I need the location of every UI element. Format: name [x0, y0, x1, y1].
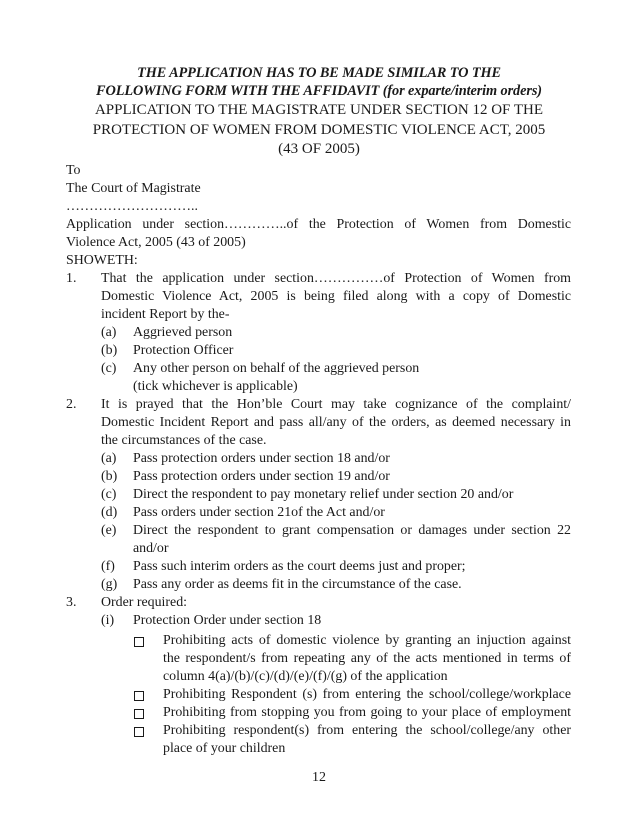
check-option-line: Prohibiting acts of domestic violence by granting an injuction against — [163, 633, 571, 648]
item-2-option-text: Direct the respondent to grant compensation or damages under section 22 — [133, 523, 571, 538]
checkbox-icon[interactable] — [134, 637, 144, 647]
item-2-option-text: Direct the respondent to pay monetary relief under section 20 and/or — [133, 487, 514, 502]
check-option-line: column 4(a)/(b)/(c)/(d)/(e)/(f)/(g) of the application — [163, 669, 448, 684]
subheading-line-3: (43 OF 2005) — [278, 141, 360, 157]
item-2-option-label: (a) — [101, 451, 117, 466]
item-2-option-label: (f) — [101, 559, 115, 574]
item-2-line-2: Domestic Incident Report and pass all/any of the orders, as deemed necessary in — [101, 415, 571, 430]
application-line-1: Application under section…………..of the Protection of Women from Domestic — [66, 217, 571, 232]
subheading-line-1: APPLICATION TO THE MAGISTRATE UNDER SECTION 12 OF THE — [94, 102, 544, 118]
address-court: The Court of Magistrate — [66, 181, 201, 196]
item-2-option-label: (c) — [101, 487, 117, 502]
check-option-line: the respondent/s from repeating any of the acts mentioned in terms of — [163, 651, 571, 666]
item-2-option-text: Pass any order as deems fit in the circumstance of the case. — [133, 577, 462, 592]
item-3-title: Order required: — [101, 595, 188, 610]
item-2-line-3: the circumstances of the case. — [101, 433, 267, 448]
address-dots: ……………………….. — [66, 199, 198, 214]
application-line-2: Violence Act, 2005 (43 of 2005) — [66, 235, 246, 250]
item-1-option-text: Any other person on behalf of the aggrieved person — [133, 361, 420, 376]
heading-line-2: FOLLOWING FORM WITH THE AFFIDAVIT (for exparte/interim orders) — [96, 83, 542, 99]
item-2-option-text: Pass such interim orders as the court deems just and proper; — [133, 559, 466, 574]
address-to: To — [66, 163, 81, 178]
item-2-option-text: and/or — [133, 541, 169, 556]
item-2-option-text: Pass protection orders under section 19 and/or — [133, 469, 390, 484]
checkbox-icon[interactable] — [134, 709, 144, 719]
item-3-sub-title: Protection Order under section 18 — [133, 613, 322, 628]
item-1-option-text: Aggrieved person — [133, 325, 233, 340]
check-option-line: Prohibiting respondent(s) from entering the school/college/any other — [163, 723, 571, 738]
check-option-line: place of your children — [163, 741, 286, 756]
item-1-option-label: (a) — [101, 325, 117, 340]
item-2-option-label: (e) — [101, 523, 117, 538]
item-2-number: 2. — [66, 397, 77, 412]
item-2-option-text: Pass protection orders under section 18 and/or — [133, 451, 390, 466]
check-option-line: Prohibiting from stopping you from going to your place of employment — [163, 705, 571, 720]
checkbox-icon[interactable] — [134, 727, 144, 737]
item-1-line-2: Domestic Violence Act, 2005 is being filed along with a copy of Domestic — [101, 289, 571, 304]
check-option-line: Prohibiting Respondent (s) from entering the school/college/workplace — [163, 687, 571, 702]
item-1-note: (tick whichever is applicable) — [133, 379, 298, 394]
checkbox-icon[interactable] — [134, 691, 144, 701]
heading-line-1: THE APPLICATION HAS TO BE MADE SIMILAR TO THE — [137, 65, 501, 81]
item-1-line-3: incident Report by the- — [101, 307, 230, 322]
item-1-number: 1. — [66, 271, 77, 286]
item-2-line-1: It is prayed that the Hon’ble Court may take cognizance of the complaint/ — [101, 397, 571, 412]
page-number: 12 — [312, 770, 326, 785]
item-1-option-label: (b) — [101, 343, 118, 358]
item-1-line-1: That the application under section……………of Protection of Women from — [101, 271, 571, 286]
subheading-line-2: PROTECTION OF WOMEN FROM DOMESTIC VIOLENCE ACT, 2005 — [92, 122, 546, 138]
item-2-option-label: (d) — [101, 505, 118, 520]
item-3-sub-label: (i) — [101, 613, 115, 628]
item-3-number: 3. — [66, 595, 77, 610]
item-2-option-text: Pass orders under section 21of the Act and/or — [133, 505, 385, 520]
item-1-option-label: (c) — [101, 361, 117, 376]
item-1-option-text: Protection Officer — [133, 343, 234, 358]
item-2-option-label: (b) — [101, 469, 118, 484]
item-2-option-label: (g) — [101, 577, 118, 592]
showeth-label: SHOWETH: — [66, 253, 138, 268]
